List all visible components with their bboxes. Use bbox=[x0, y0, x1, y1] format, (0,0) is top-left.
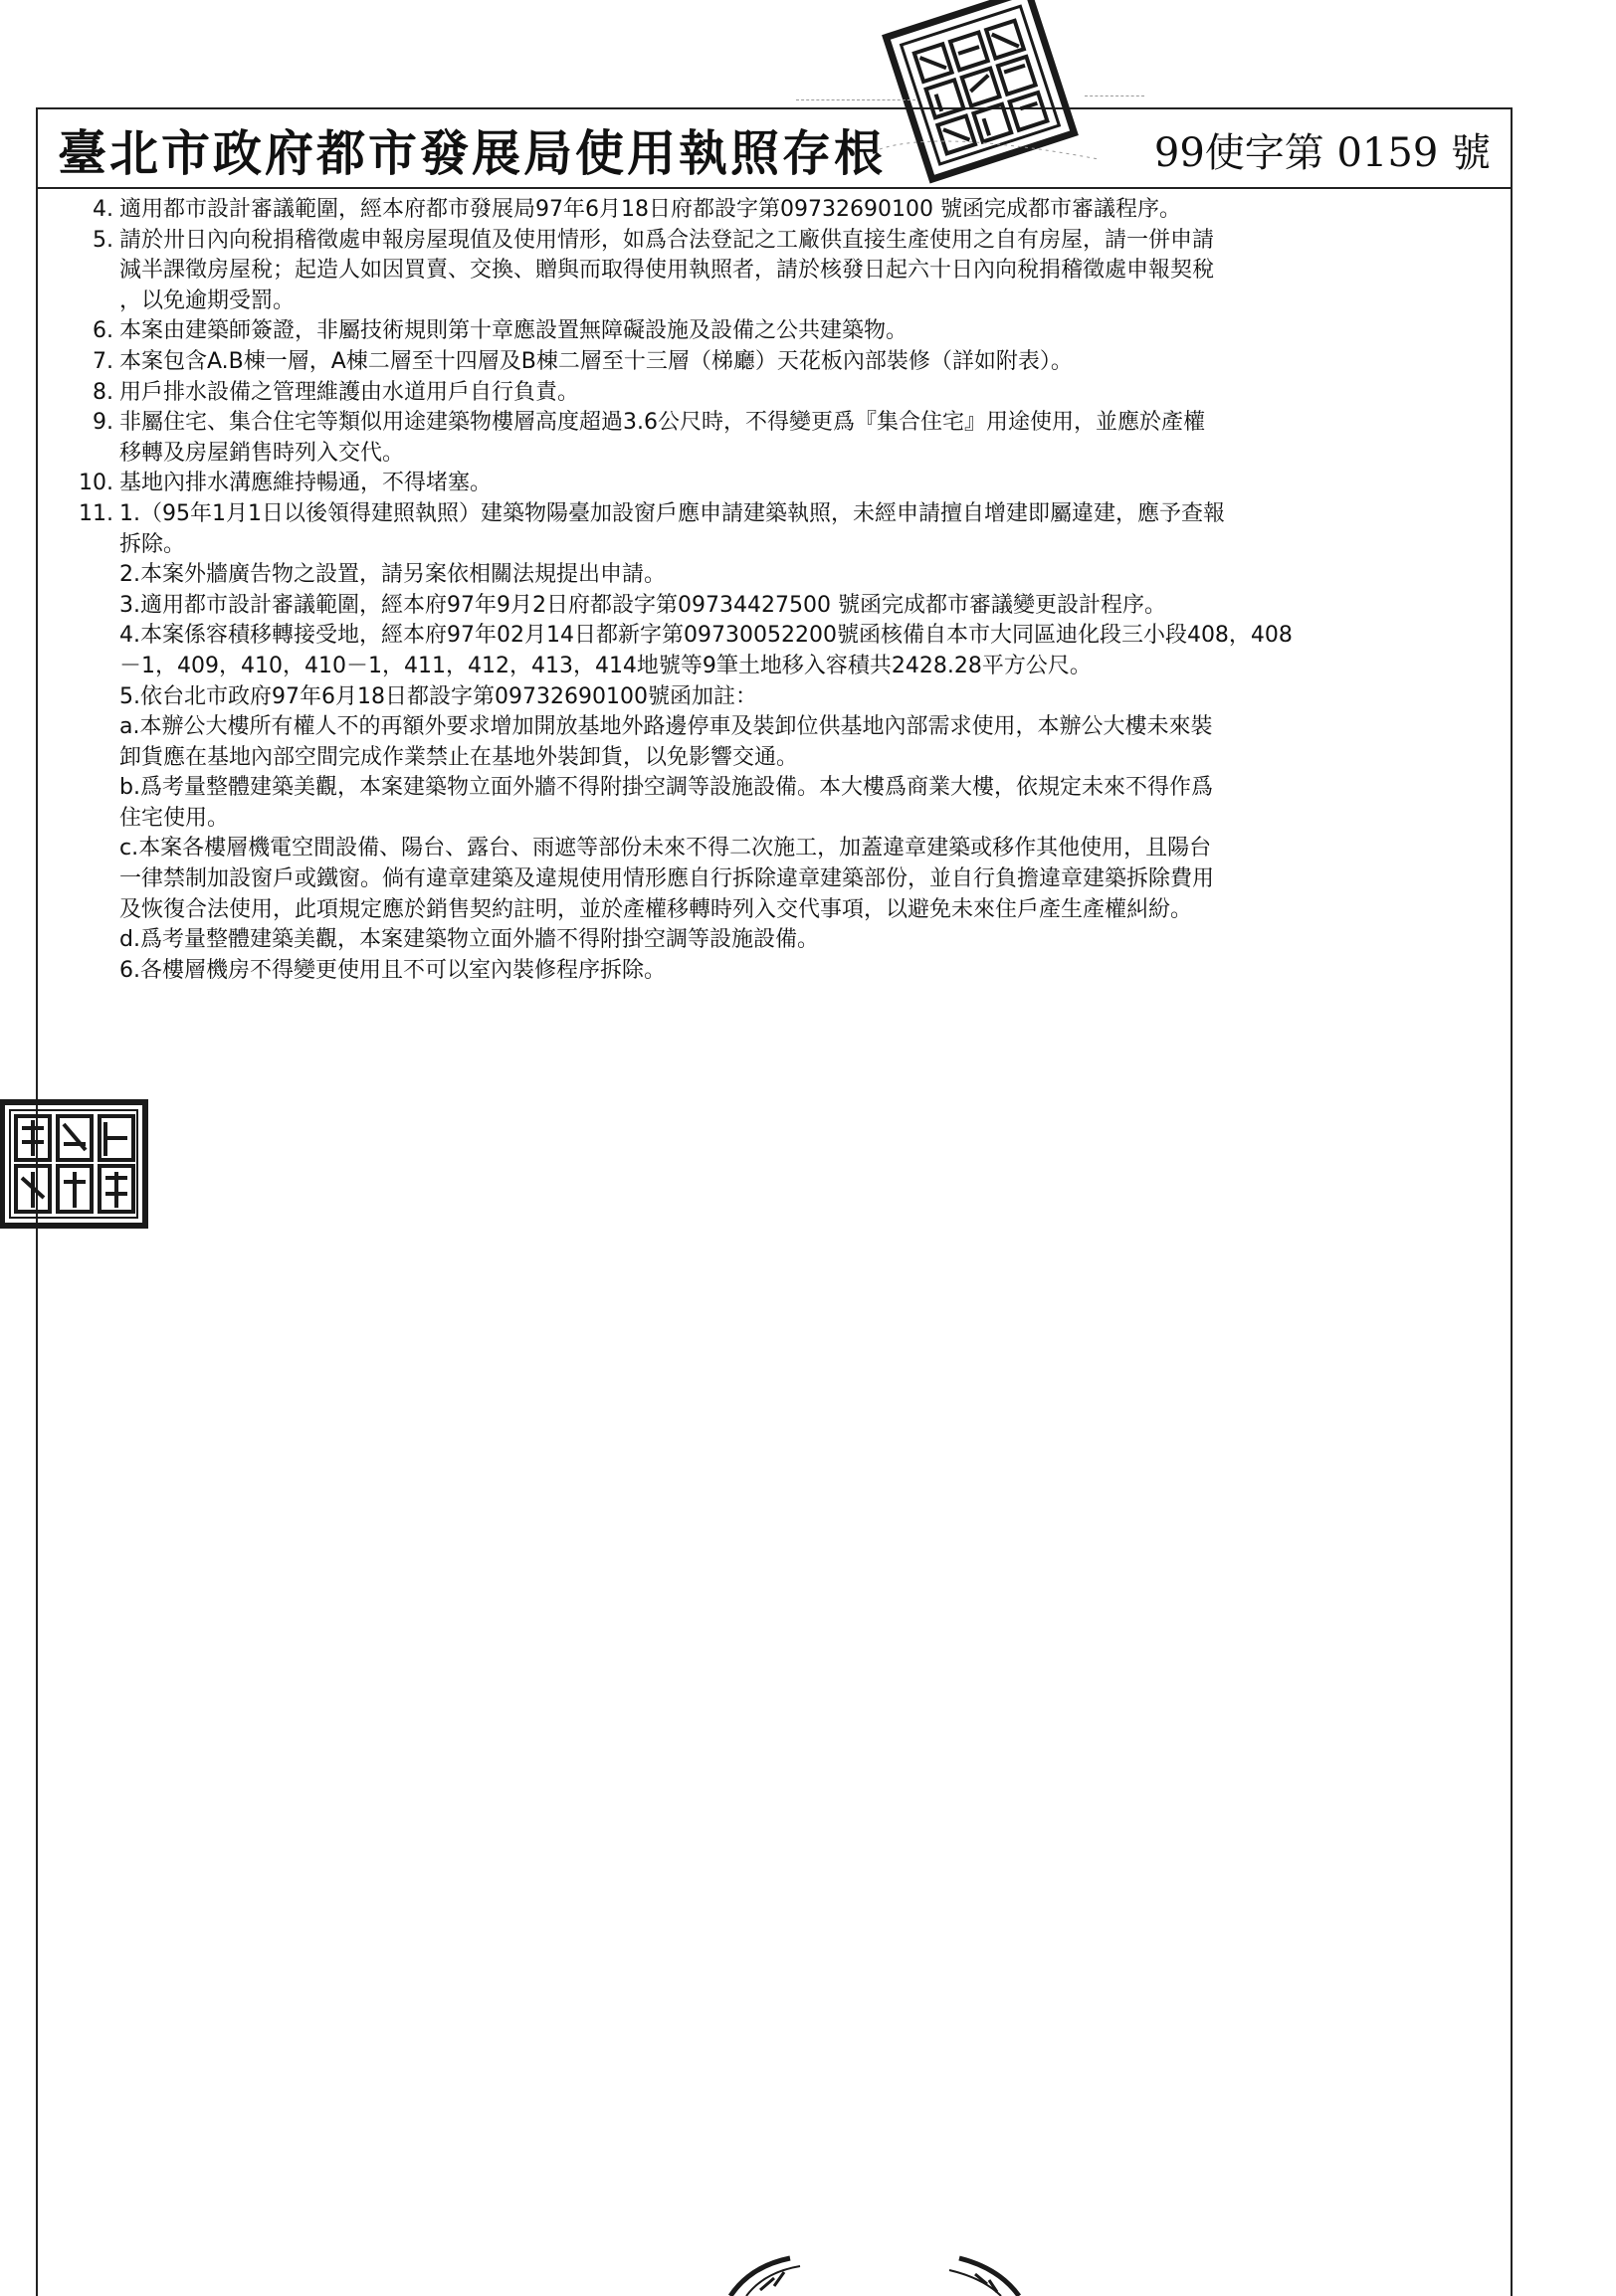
condition-item bbox=[72, 226, 1524, 317]
condition-line: 請於卅日內向稅捐稽徵處申報房屋現值及使用情形，如爲合法登記之工廠供直接生產使用之自有房屋，請一併申請 bbox=[119, 227, 1215, 253]
sub-condition-line: 2.本案外牆廣告物之設置，請另案依相關法規提出申請。 bbox=[119, 562, 666, 588]
condition-item bbox=[72, 408, 1524, 469]
header-bar bbox=[36, 107, 1513, 189]
sub-condition-line: 及恢復合法使用，此項規定應於銷售契約註明，並於產權移轉時列入交代事項，以避免未來住戶產生產權糾紛。 bbox=[119, 896, 1193, 922]
sub-condition-item bbox=[72, 591, 1524, 622]
condition-text bbox=[119, 316, 1524, 347]
condition-number: 5. bbox=[93, 227, 113, 253]
scan-mark bbox=[796, 99, 915, 100]
condition-number: 10. bbox=[79, 471, 113, 496]
condition-number: 8. bbox=[93, 379, 113, 405]
condition-item bbox=[72, 499, 1524, 560]
condition-line: 非屬住宅、集合住宅等類似用途建築物樓層高度超過3.6公尺時，不得變更爲『集合住宅』用途使用，並應於產權 bbox=[119, 410, 1205, 436]
sub-condition-item bbox=[72, 712, 1524, 773]
sub-condition-line: 一律禁制加設窗戶或鐵窗。倘有違章建築及違規使用情形應自行拆除違章建築部份，並自行負擔違章建築拆除費用 bbox=[119, 866, 1215, 892]
condition-line: 本案由建築師簽證，非屬技術規則第十章應設置無障礙設施及設備之公共建築物。 bbox=[119, 318, 909, 344]
condition-line: 本案包含A.B棟一層，A棟二層至十四層及B棟二層至十三層（梯廳）天花板內部裝修（詳如附表）。 bbox=[119, 348, 1073, 374]
condition-line: ，以免逾期受罰。 bbox=[119, 287, 296, 313]
condition-number: 9. bbox=[93, 410, 113, 436]
condition-item bbox=[72, 378, 1524, 409]
sub-condition-item bbox=[72, 773, 1524, 834]
condition-line: 拆除。 bbox=[119, 531, 186, 557]
condition-line: 基地內排水溝應維持暢通，不得堵塞。 bbox=[119, 471, 493, 496]
sub-condition-item bbox=[72, 834, 1524, 925]
sub-condition-line: a.本辦公大樓所有權人不的再額外要求增加開放基地外路邊停車及裝卸位供基地內部需求使用，本辦公大樓未來裝 bbox=[119, 714, 1213, 740]
sub-condition-line: 3.適用都市設計審議範圍，經本府97年9月2日府都設字第09734427500 號函完成都市審議變更設計程序。 bbox=[119, 592, 1166, 618]
sub-condition-line: c.本案各樓層機電空間設備、陽台、露台、雨遮等部份未來不得二次施工，加蓋違章建築或移作其他使用，且陽台 bbox=[119, 836, 1212, 861]
sub-condition-line: 4.本案係容積移轉接受地，經本府97年02月14日都新字第09730052200號函核備自本市大同區迪化段三小段408，408 bbox=[119, 623, 1293, 649]
permit-number: 99使字第 0159 號 bbox=[1153, 130, 1491, 176]
condition-item bbox=[72, 195, 1524, 226]
sub-condition-line: 住宅使用。 bbox=[119, 805, 230, 831]
sub-condition-item bbox=[72, 621, 1524, 681]
conditions-list bbox=[72, 195, 1524, 986]
condition-text bbox=[119, 408, 1524, 469]
condition-number: 7. bbox=[93, 348, 113, 374]
condition-item bbox=[72, 347, 1524, 378]
sub-condition-line: －1，409，410，410－1，411，412，413，414地號等9筆土地移入容積共2428.28平方公尺。 bbox=[119, 653, 1092, 678]
condition-line: 減半課徵房屋稅；起造人如因買賣、交換、贈與而取得使用執照者，請於核發日起六十日內向稅捐稽徵處申報契稅 bbox=[119, 258, 1215, 284]
official-seal-stamp-bottom bbox=[701, 2250, 1059, 2296]
condition-text bbox=[119, 347, 1524, 378]
condition-text bbox=[119, 469, 1524, 499]
sub-condition-line: b.爲考量整體建築美觀，本案建築物立面外牆不得附掛空調等設施設備。本大樓爲商業大樓，依規定未來不得作爲 bbox=[119, 775, 1213, 801]
sub-condition-item bbox=[72, 682, 1524, 713]
condition-number: 6. bbox=[93, 318, 113, 344]
condition-text bbox=[119, 378, 1524, 409]
official-seal-stamp-left bbox=[0, 1098, 149, 1232]
sub-condition-line: d.爲考量整體建築美觀，本案建築物立面外牆不得附掛空調等設施設備。 bbox=[119, 927, 819, 953]
condition-line: 移轉及房屋銷售時列入交代。 bbox=[119, 440, 405, 466]
condition-text bbox=[119, 195, 1524, 226]
official-seal-stamp-top bbox=[870, 0, 1099, 195]
condition-number: 11. bbox=[79, 500, 113, 526]
sub-condition-line: 6.各樓層機房不得變更使用且不可以室內裝修程序拆除。 bbox=[119, 957, 666, 983]
sub-condition-item bbox=[72, 925, 1524, 956]
condition-line: 1.（95年1月1日以後領得建照執照）建築物陽臺加設窗戶應申請建築執照，未經申請擅自增建即屬違建，應予查報 bbox=[119, 500, 1225, 526]
condition-line: 用戶排水設備之管理維護由水道用戶自行負責。 bbox=[119, 379, 580, 405]
condition-text bbox=[119, 226, 1524, 317]
condition-item bbox=[72, 316, 1524, 347]
condition-number: 4. bbox=[93, 197, 113, 222]
condition-text bbox=[119, 499, 1524, 560]
sub-condition-item bbox=[72, 956, 1524, 987]
sub-condition-line: 卸貨應在基地內部空間完成作業禁止在基地外裝卸貨，以免影響交通。 bbox=[119, 744, 799, 770]
sub-condition-line: 5.依台北市政府97年6月18日都設字第09732690100號函加註： bbox=[119, 683, 757, 709]
condition-item bbox=[72, 469, 1524, 499]
condition-line: 適用都市設計審議範圍，經本府都市發展局97年6月18日府都設字第09732690100 號函完成都市審議程序。 bbox=[119, 197, 1181, 222]
document-title: 臺北市政府都市發展局使用執照存根 bbox=[58, 124, 887, 182]
sub-condition-item bbox=[72, 560, 1524, 591]
